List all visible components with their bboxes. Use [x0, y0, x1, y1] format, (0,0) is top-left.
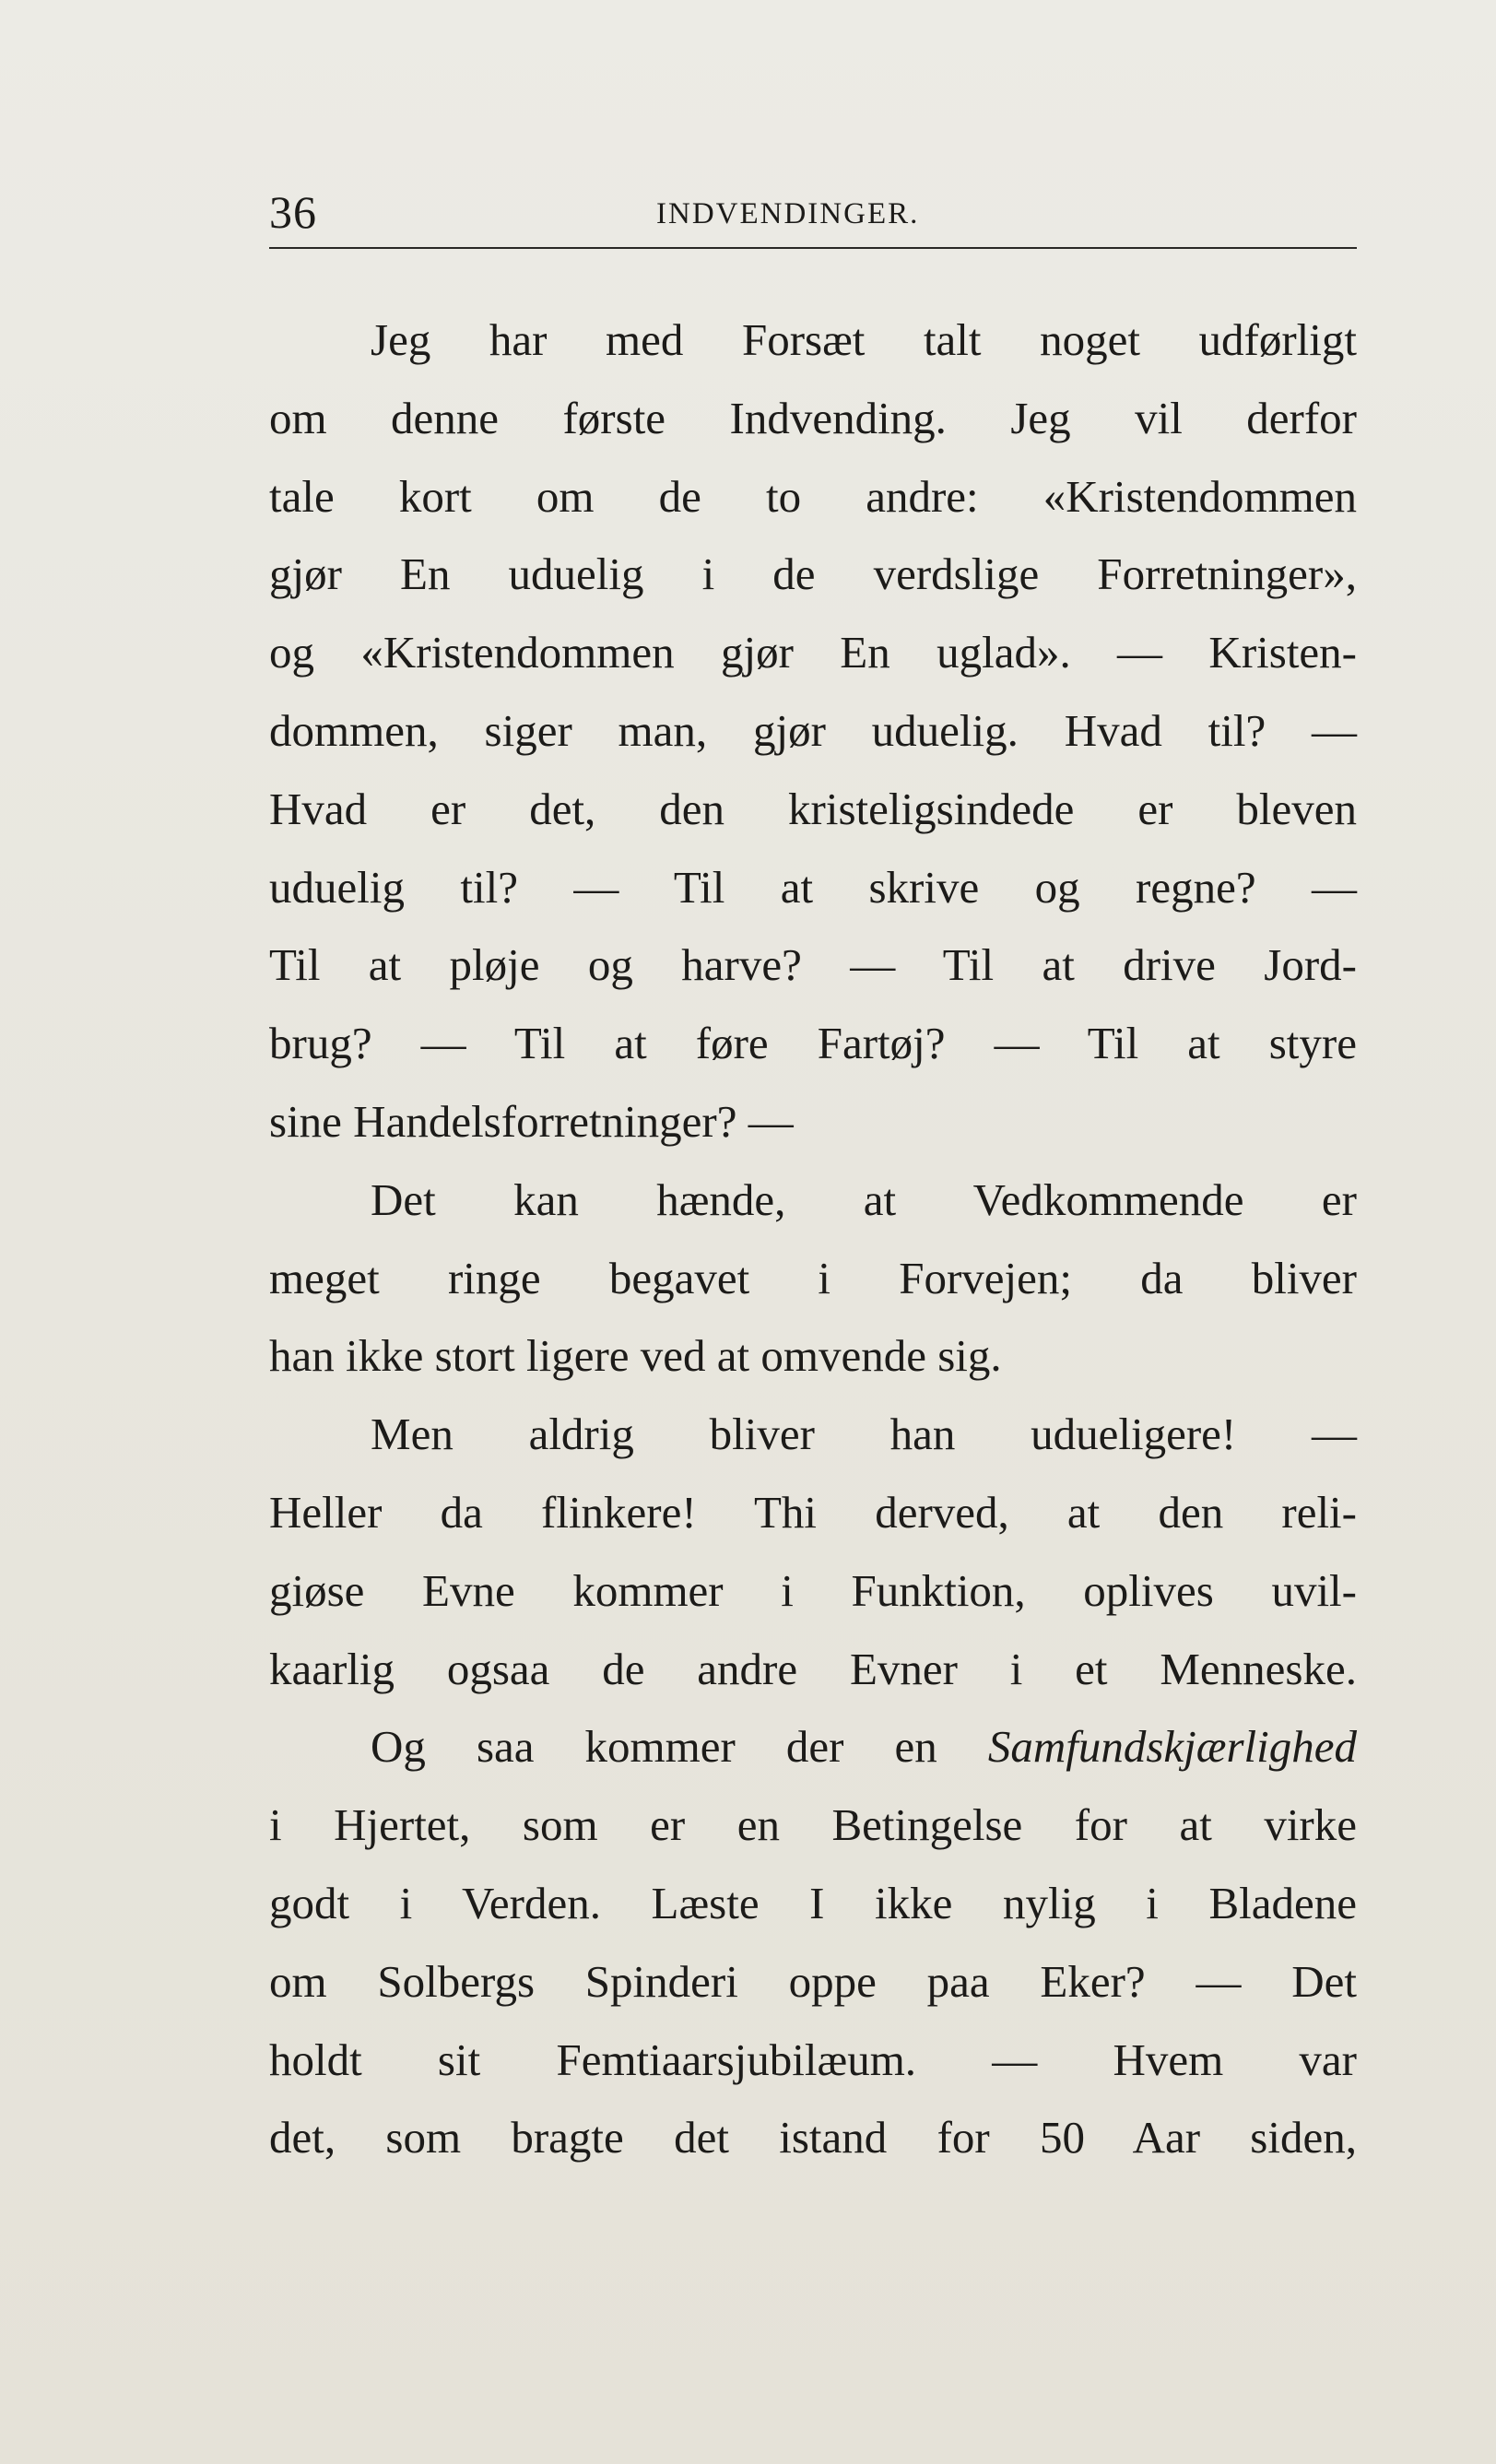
text-line: [269, 1708, 1357, 1786]
text-line: brug? — Til at føre Fartøj? — Til at styre: [269, 1018, 1357, 1069]
text-line: Hvad er det, den kristeligsindede er bleven: [269, 783, 1357, 834]
text-segment: Og saa kommer der en: [371, 1721, 937, 1773]
text-line: sine Handelsforretninger? —: [269, 1095, 794, 1147]
italic-term: Samfundskjærlighed: [987, 1721, 1358, 1773]
text-line: Til at pløje og harve? — Til at drive Jord-: [269, 939, 1357, 991]
text-line: om Solbergs Spinderi oppe paa Eker? — Det: [269, 1955, 1357, 2007]
text-line: i Hjertet, som er en Betingelse for at virke: [269, 1799, 1357, 1851]
text-line: tale kort om de to andre: «Kristendommen: [269, 470, 1357, 522]
body-text: [269, 301, 1357, 2177]
text-line: holdt sit Femtiaarsjubilæum. — Hvem var: [269, 2034, 1357, 2085]
running-head: INDVENDINGER.: [656, 197, 920, 230]
text-line: meget ringe begavet i Forvejen; da bliver: [269, 1252, 1357, 1303]
text-line: Men aldrig bliver han udueligere! —: [371, 1409, 1357, 1460]
header-rule: [269, 247, 1357, 249]
text-line: det, som bragte det istand for 50 Aar siden,: [269, 2112, 1357, 2163]
page-number: 36: [269, 186, 317, 238]
text-line: Jeg har med Forsæt talt noget udførligt: [371, 314, 1357, 365]
text-line: godt i Verden. Læste I ikke nylig i Bladene: [269, 1877, 1357, 1928]
text-line: Heller da flinkere! Thi derved, at den reli-: [269, 1486, 1357, 1538]
text-line: kaarlig ogsaa de andre Evner i et Menneske.: [269, 1643, 1357, 1694]
text-line: han ikke stort ligere ved at omvende sig.: [269, 1330, 1002, 1382]
text-line: om denne første Indvending. Jeg vil derfor: [269, 392, 1357, 443]
text-line: og «Kristendommen gjør En uglad». — Kristen-: [269, 627, 1357, 678]
text-line: dommen, siger man, gjør uduelig. Hvad til? —: [269, 704, 1357, 756]
text-line: uduelig til? — Til at skrive og regne? —: [269, 861, 1357, 913]
text-line: giøse Evne kommer i Funktion, oplives uvil-: [269, 1564, 1357, 1616]
text-line: Det kan hænde, at Vedkommende er: [371, 1173, 1357, 1225]
text-line: gjør En uduelig i de verdslige Forretninger»,: [269, 548, 1357, 600]
page-header: [269, 175, 1357, 249]
